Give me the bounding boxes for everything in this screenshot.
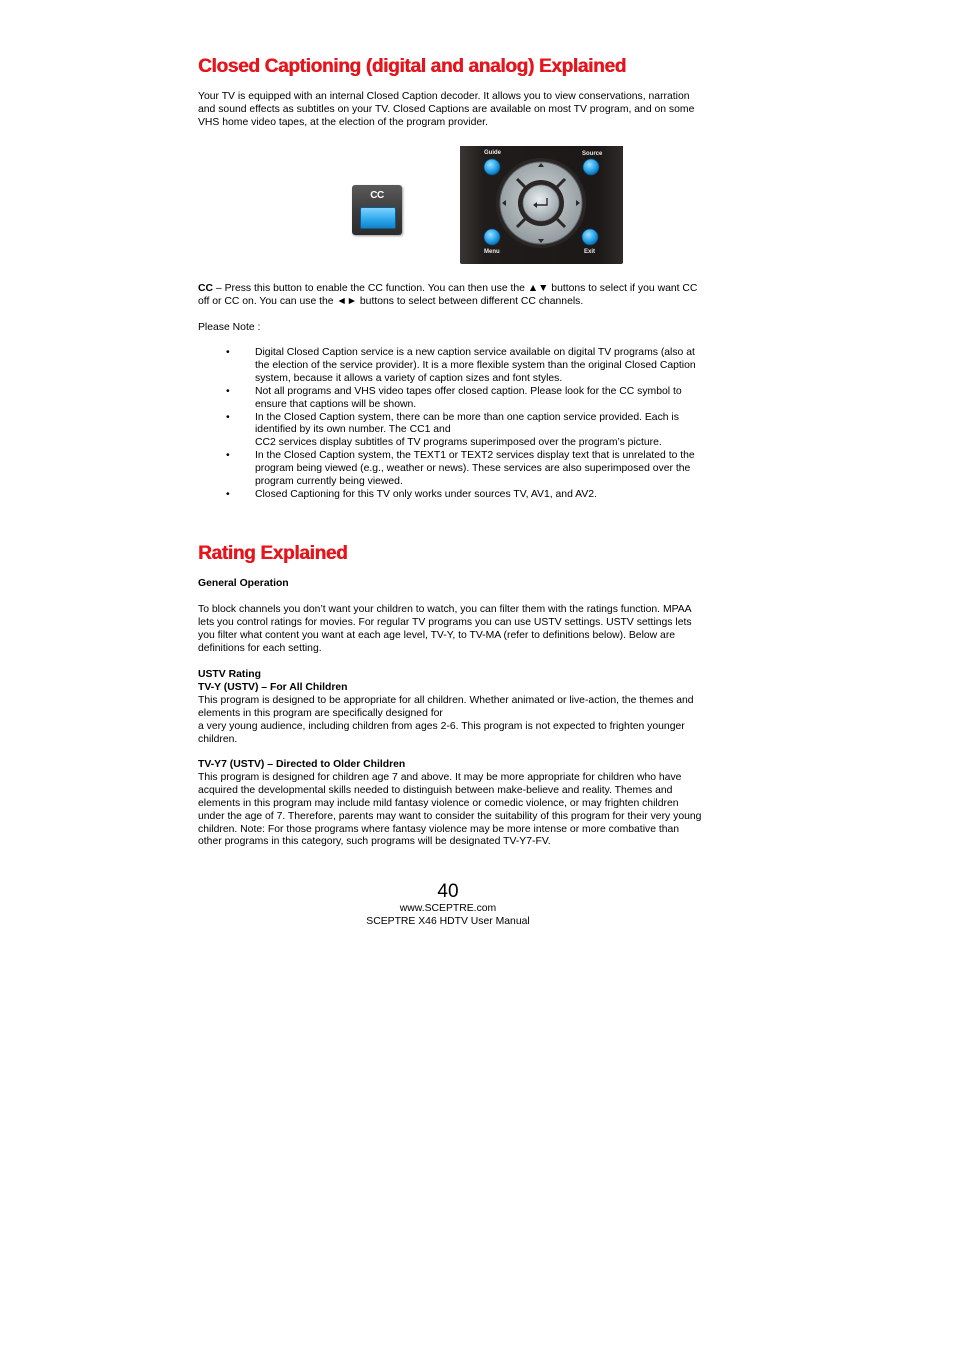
- tvy-heading: TV-Y (USTV) – For All Children: [198, 681, 348, 693]
- tvy-text-continued: a very young audience, including children from ages 2-6. This program is not expected to frighten younger children.: [198, 720, 685, 745]
- list-item: • Closed Captioning for this TV only works under sources TV, AV1, and AV2.: [226, 488, 597, 500]
- tvy7-text: This program is designed for children age 7 and above. It may be more appropriate for children who have acquired the developmental skills needed to distinguish between make-believe and reality. Themes and elements in this program may include mild fantasy violence or comedic violence, or may frighten children under the age of 7. Therefore, parents may want to consider the suitability of this program for their very young children. Note: For those programs where fantasy violence may be more intense or more combative than other programs in this category, such programs will be designated TV-Y7-FV.: [198, 771, 702, 848]
- general-operation-heading: General Operation: [198, 578, 289, 589]
- list-item: • Not all programs and VHS video tapes offer closed caption. Please look for the CC symbol to ensure that captions will be shown.: [226, 385, 682, 410]
- remote-label-exit: Exit: [584, 249, 596, 255]
- exit-button-icon: [582, 229, 598, 245]
- remote-dpad-graphic: [460, 146, 623, 264]
- remote-control-image: [460, 146, 623, 264]
- cc-button-image: [352, 185, 402, 235]
- remote-label-menu: Menu: [484, 249, 500, 255]
- footer-manual-title: SCEPTRE X46 HDTV User Manual: [366, 915, 530, 927]
- cc-description: [198, 283, 703, 309]
- cc-term: CC: [198, 283, 214, 294]
- remote-label-source: Source: [582, 151, 603, 157]
- bullet-icon: •: [226, 347, 230, 358]
- tvy-text: This program is designed to be appropriate for all children. Whether animated or live-action, the themes and elements in this program are specifically designed for: [198, 694, 694, 719]
- bullet-icon: •: [226, 488, 230, 500]
- bullet-icon: •: [226, 411, 230, 423]
- remote-label-guide: Guide: [484, 150, 502, 156]
- list-item: • In the Closed Caption system, there can be more than one caption service provided. Each is identified by its own number. The CC1 and CC2 services display subtitles of TV programs superimposed over the program’s picture.: [226, 411, 679, 449]
- cc-notes-list: [198, 347, 703, 502]
- rating-section-title: Rating Explained: [198, 543, 348, 564]
- footer-website: www.SCEPTRE.com: [399, 903, 497, 914]
- list-item: • In the Closed Caption system, the TEXT1 or TEXT2 services display text that is unrelated to the program being viewed (e.g., weather or news). These services are also superimposed over the program currently being viewed.: [226, 450, 695, 488]
- cc-description-text: – Press this button to enable the CC function. You can then use the ▲▼ buttons to select if you want CC off or CC on. You can use the ◄► buttons to select between different CC channels.: [198, 283, 698, 307]
- cc-button-key: [360, 207, 396, 229]
- general-operation-text: To block channels you don’t want your children to watch, you can filter them with the ratings function. MPAA lets you control ratings for movies. For regular TV programs you can use USTV settings. USTV settings lets you filter what content you want at each age level, TV-Y, to TV-MA (refer to definitions below). Below are definitions for each setting.: [198, 604, 692, 654]
- tvy7-heading: TV-Y7 (USTV) – Directed to Older Children: [198, 759, 406, 770]
- please-note-label: Please Note :: [198, 322, 261, 333]
- tvy7-block: [198, 759, 703, 849]
- list-item: • Digital Closed Caption service is a new caption service available on digital TV programs (also at the election of the service provider). It is a more flexible system than the original Closed Caption system, because it allows a variety of caption sizes and font styles.: [226, 347, 696, 384]
- cc-section-title: Closed Captioning (digital and analog) Explained: [198, 56, 626, 77]
- cc-button-label: CC: [370, 190, 384, 201]
- ustv-rating-block: [198, 669, 706, 746]
- page-footer: [198, 881, 698, 929]
- enter-button-icon: [523, 185, 559, 221]
- menu-button-icon: [484, 229, 500, 245]
- bullet-icon: •: [226, 450, 230, 462]
- guide-button-icon: [484, 159, 500, 175]
- source-button-icon: [583, 159, 599, 175]
- ustv-rating-heading: USTV Rating: [198, 669, 261, 680]
- cc-intro-paragraph: Your TV is equipped with an internal Closed Caption decoder. It allows you to view conservations, narration and sound effects as subtitles on your TV. Closed Captions are available on most TV program, and on some VHS home video tapes, at the election of the program provider.: [198, 91, 695, 128]
- bullet-icon: •: [226, 385, 230, 397]
- page-number: 40: [437, 881, 459, 902]
